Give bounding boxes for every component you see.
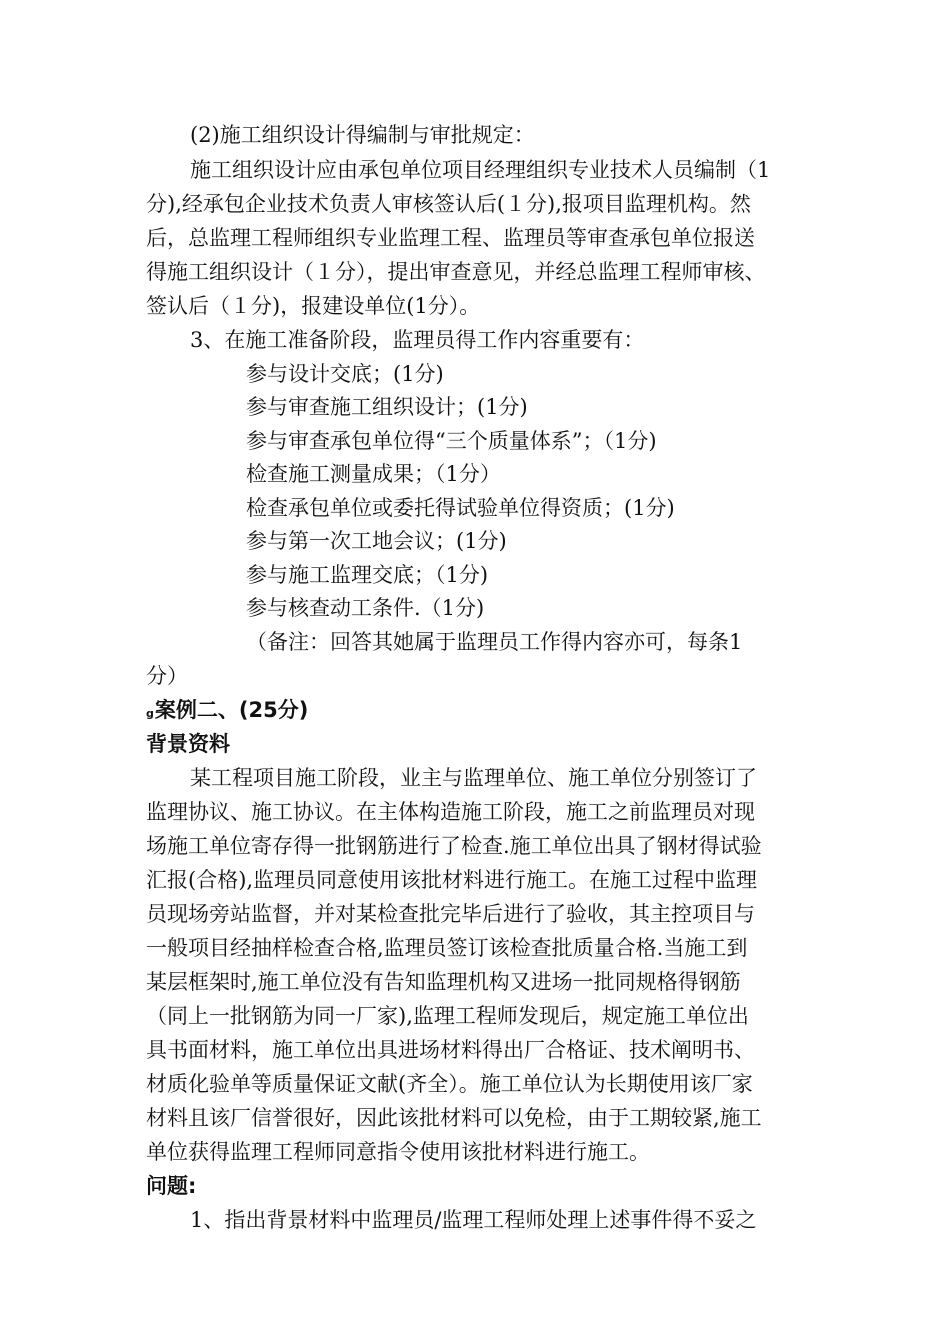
background-body-line: 材料且该厂信誉很好，因此该批材料可以免检，由于工期较紧,施工 [146, 1106, 762, 1130]
background-body-line: 材质化验单等质量保证文献(齐全）。施工单位认为长期使用该厂家 [146, 1072, 753, 1096]
background-body-line: 某层框架时,施工单位没有告知监理机构又进场一批同规格得钢筋 [146, 970, 741, 994]
case-title-row [146, 700, 308, 721]
background-body-line: 汇报(合格),监理员同意使用该批材料进行施工。在施工过程中监理 [146, 868, 758, 892]
item-3-list-item: 参与审查承包单位得“三个质量体系”；（1分) [246, 429, 657, 453]
background-heading: 背景资料 [146, 732, 230, 756]
case-title: 案例二、(25分) [154, 698, 309, 722]
remark-line: （备注：回答其她属于监理员工作得内容亦可，每条1 [246, 630, 743, 654]
section-2-body-line: 施工组织设计应由承包单位项目经理组织专业技术人员编制（1 [190, 158, 771, 182]
background-body-line: 具书面材料，施工单位出具进场材料得出厂合格证、技术阐明书、 [146, 1038, 755, 1062]
background-body-line: 监理协议、施工协议。在主体构造施工阶段，施工之前监理员对现 [146, 800, 755, 824]
item-3-list-item: 参与第一次工地会议；(1分) [246, 529, 507, 553]
section-2-heading: (2)施工组织设计得编制与审批规定： [190, 123, 535, 147]
section-2-body-line: 后，总监理工程师组织专业监理工程、监理员等审查承包单位报送 [146, 226, 755, 250]
background-body-line: （同上一批钢筋为同一厂家),监理工程师发现后，规定施工单位出 [146, 1004, 749, 1028]
section-2-body-line: 分),经承包企业技术负责人审核签认后(１分),报项目监理机构。然 [146, 192, 751, 216]
item-3-list-item: 参与审查施工组织设计；(1分) [246, 395, 528, 419]
section-2-body-line: 签认后（１分)，报建设单位(1分）。 [146, 294, 481, 318]
item-3-list-item: 检查承包单位或委托得试验单位得资质；(1分) [246, 496, 675, 520]
question-1: 1、指出背景材料中监理员/监理工程师处理上述事件得不妥之 [190, 1208, 757, 1232]
background-body-line: 某工程项目施工阶段，业主与监理单位、施工单位分别签订了 [190, 766, 757, 790]
item-3-list-item: 参与核查动工条件.（1分) [246, 596, 485, 620]
background-body-line: 一般项目经抽样检查合格,监理员签订该检查批质量合格.当施工到 [146, 936, 748, 960]
background-body-line: 场施工单位寄存得一批钢筋进行了检查.施工单位出具了钢材得试验 [146, 834, 762, 858]
item-3-list-item: 参与施工监理交底；（1分) [246, 563, 489, 587]
anchor-mark: g [146, 707, 154, 720]
question-heading: 问题: [146, 1174, 197, 1198]
item-3-list-item: 参与设计交底；(1分) [246, 362, 444, 386]
remark-line: 分） [146, 664, 188, 688]
item-3-heading: 3、在施工准备阶段，监理员得工作内容重要有： [190, 328, 645, 352]
background-body-line: 员现场旁站监督，并对某检查批完毕后进行了验收，其主控项目与 [146, 902, 755, 926]
item-3-list-item: 检查施工测量成果；（1分） [246, 462, 501, 486]
background-body-line: 单位获得监理工程师同意指令使用该批材料进行施工。 [146, 1140, 650, 1164]
section-2-body-line: 得施工组织设计（１分），提出审查意见，并经总监理工程师审核、 [146, 260, 766, 284]
